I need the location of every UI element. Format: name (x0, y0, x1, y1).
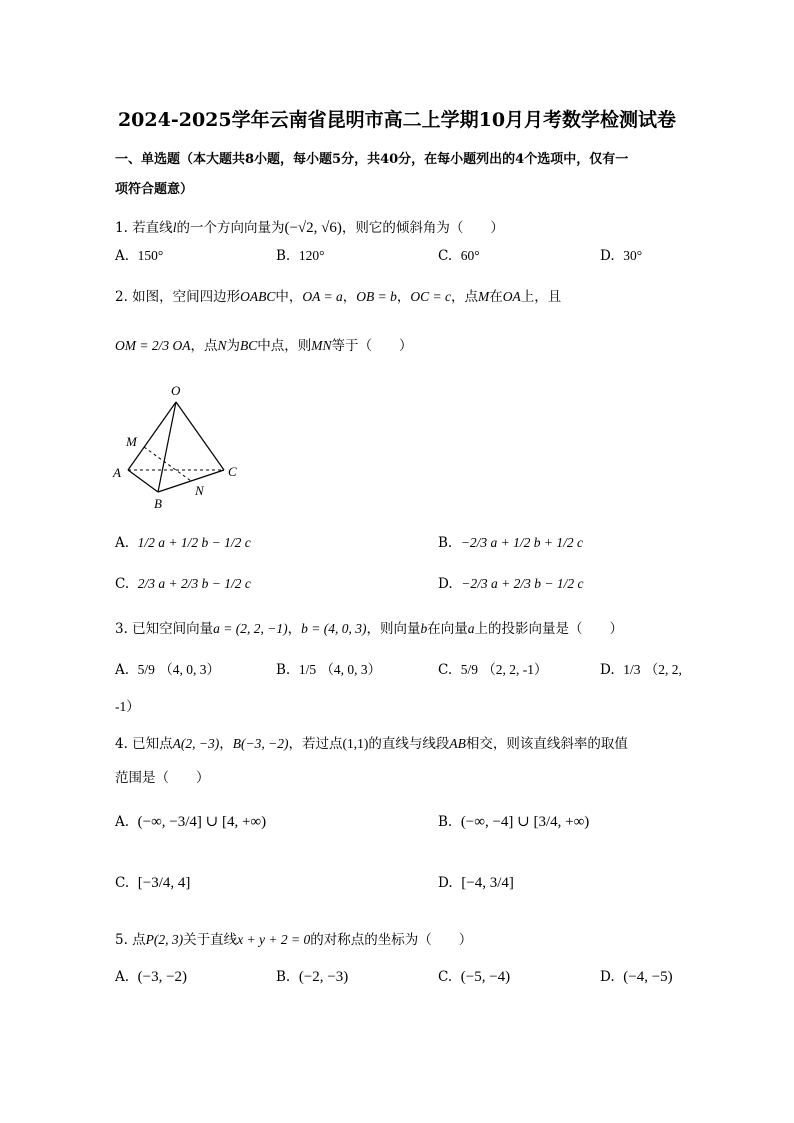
question-3: 3. 已知空间向量a = (2, 2, −1)，b = (4, 0, 3)，则向量b在向量a上的投影向量是（ ） (115, 621, 623, 637)
q4-option-d[interactable]: D. [−4, 3/4] (438, 875, 514, 891)
q2-vector-oc: OC = c (410, 289, 452, 304)
q4-option-b[interactable]: B. (−∞, −4] ∪ [3/4, +∞) (438, 814, 590, 830)
question-2-line1: 2. 如图，空间四边形OABC中，OA = a，OB = b，OC = c，点M在OA上，且 (115, 289, 562, 305)
label-b: B (154, 496, 162, 511)
q2-vector-mn: MN (311, 338, 332, 353)
question-1: 1. 若直线l的一个方向向量为(−√2, √6)，则它的倾斜角为（ ） (115, 220, 504, 236)
q4-option-c[interactable]: C. [−3/4, 4] (115, 875, 191, 891)
edge-oc (176, 402, 224, 470)
q5-point-p: P(2, 3) (145, 932, 184, 947)
q1-option-a[interactable]: A. 150° (115, 248, 164, 264)
label-c: C (228, 464, 237, 479)
label-o: O (171, 383, 181, 398)
q2-om-equation: OM = 2/3 OA (115, 338, 191, 353)
q4-option-a[interactable]: A. (−∞, −3/4] ∪ [4, +∞) (115, 814, 267, 830)
q3-option-d-wrap: -1） (115, 699, 140, 714)
page-title: 2024-2025学年云南省昆明市高二上学期10月月考数学检测试卷 (117, 109, 677, 131)
q3-vector-b: b = (4, 0, 3) (301, 621, 367, 636)
q4-point-a: A(2, −3) (172, 736, 220, 751)
section-header-cont: 项符合题意） (115, 182, 194, 197)
question-4-line1: 4. 已知点A(2, −3)，B(−3, −2)，若过点(1,1)的直线与线段AB相交，则该直线斜率的取值 (115, 736, 628, 752)
q5-line-equation: x + y + 2 = 0 (237, 932, 311, 947)
q2-vector-oa: OA = a (302, 289, 343, 304)
question-4-line2: 范围是（ ） (115, 770, 210, 786)
section-header: 一、单选题（本大题共8小题，每小题5分，共40分，在每小题列出的4个选项中，仅有一 (115, 152, 629, 167)
label-m: M (126, 434, 137, 449)
segment-mn (144, 447, 191, 481)
tetrahedron-figure (108, 380, 248, 515)
question-5: 5. 点P(2, 3)关于直线x + y + 2 = 0的对称点的坐标为（ ） (115, 932, 473, 948)
q3-vector-a: a = (2, 2, −1) (213, 621, 288, 636)
q5-option-c[interactable]: C. (−5, −4) (438, 969, 511, 985)
q5-option-d[interactable]: D. (−4, −5) (600, 969, 673, 985)
q2-option-d[interactable]: D. −2/3 a + 2/3 b − 1/2 c (438, 576, 584, 592)
q3-option-a[interactable]: A. 5/9 （4, 0, 3） (115, 662, 220, 678)
question-2-line2: OM = 2/3 OA，点N为BC中点，则MN等于（ ） (115, 338, 413, 354)
q3-option-d[interactable]: D. 1/3 （2, 2, (600, 662, 682, 678)
edge-ab (128, 470, 158, 492)
q4-point-b: B(−3, −2) (232, 736, 289, 751)
q1-direction-vector: (−√2, √6) (284, 220, 342, 236)
q2-option-b[interactable]: B. −2/3 a + 1/2 b + 1/2 c (438, 535, 584, 551)
q2-option-c[interactable]: C. 2/3 a + 2/3 b − 1/2 c (115, 576, 251, 592)
q1-option-c[interactable]: C. 60° (438, 248, 480, 264)
q2-vector-ob: OB = b (356, 289, 397, 304)
q5-option-b[interactable]: B. (−2, −3) (276, 969, 349, 985)
q3-option-c[interactable]: C. 5/9 （2, 2, -1） (438, 662, 548, 678)
q1-option-b[interactable]: B. 120° (276, 248, 325, 264)
label-n: N (195, 483, 204, 498)
label-a: A (113, 465, 121, 480)
q5-option-a[interactable]: A. (−3, −2) (115, 969, 188, 985)
q1-option-d[interactable]: D. 30° (600, 248, 643, 264)
q2-option-a[interactable]: A. 1/2 a + 1/2 b − 1/2 c (115, 535, 251, 551)
q3-option-b[interactable]: B. 1/5 （4, 0, 3） (276, 662, 382, 678)
